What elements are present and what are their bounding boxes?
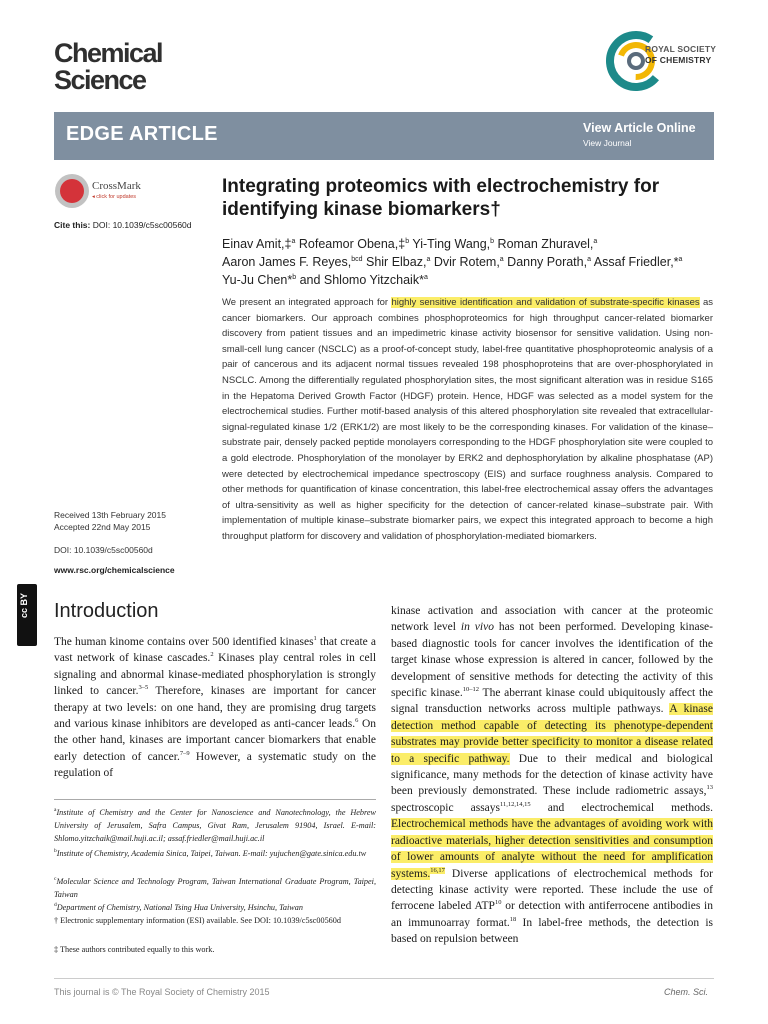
author-name: Rofeamor Obena,‡ [295, 237, 406, 251]
cite-this [54, 220, 192, 230]
body-text: Therefore, kinases are important for cancer therapy at two levels: on one hand, they are promising drug targets and various kinase inhibitors are developed as anti-cancer leads. [54, 685, 376, 731]
author-affiliation: a [291, 238, 296, 245]
citation-ref[interactable]: 1 [313, 635, 317, 642]
body-text: The aberrant kinase could ubiquitously affect the signal transduction networks across multiple pathways. [391, 687, 714, 716]
abstract-text-rest: as cancer biomarkers. Our approach combines phosphoproteomics for high throughput cancer-related biomarker discovery from patient tissues and an impedimetric kinase activity biosensor for sensitive validation. Using non-small-cell lung cancer (NSCLC) as a proof-of-concept study, label-free quantitative phosphoproteomic analysis of a pair of cancerous and its adjacent normal tissues revealed 198 phosphoproteins that are over-phosphorylated in NSCLC. Among the differentially regulated phosphorylation sites, the most significant alteration was in residue S165 in the Hepatoma Derived Growth Factor (HDGF) protein. Hence, HDGF was selected as a model system for the electrochemical studies. Further motif-based analysis of this altered phosphorylation site revealed that extracellular-signal-regulated kinase 1/2 (ERK1/2) are most likely to be the corresponding kinases. For validation of the kinase–substrate pair, densely packed peptide monolayers corresponding to the HDGF phosphorylation site were coupled to a gold electrode. Phosphorylation of the monolayer by ERK2 and dephosphorylation by alkaline phosphatase (AP) were detected by electrochemical impedance spectroscopy (EIS) and surface roughness analysis. Compared to other methods for quantification of kinase concentration, this label-free electrochemical assay offers the advantages of ultra-sensitivity as well as higher specificity for the detection of cancer-related kinase–substrate pair. With implementation of multiple kinase–substrate biomarker pairs, we expect this integrated approach to become a high throughput platform for discovery and validation of phosphorylation-mediated biomarkers. [222, 297, 714, 542]
citation-ref[interactable]: 10 [494, 899, 502, 907]
footer-copyright: This journal is © The Royal Society of Chemistry 2015 [54, 987, 270, 997]
received-date: Received 13th February 2015 [54, 510, 166, 520]
body-text: The human kinome contains over 500 identified kinases [54, 636, 314, 648]
author-affiliation: b [405, 238, 410, 245]
author-name: Roman Zhuravel, [494, 237, 594, 251]
citation-ref[interactable]: 10–12 [462, 686, 480, 694]
author-affiliation: a [678, 256, 683, 263]
author-affiliation: bcd [351, 256, 363, 263]
footnote-equal-contribution: ‡ These authors contributed equally to this work. [54, 945, 215, 954]
article-title: Integrating proteomics with electrochemistry for identifying kinase biomarkers† [222, 176, 660, 220]
crossmark-label[interactable]: CrossMark [92, 180, 141, 192]
body-text: On the other hand, kinases are important cancer biomarkers that enable early detection of cancer. [54, 718, 377, 763]
author-name: Assaf Friedler,* [591, 255, 679, 269]
citation-ref[interactable]: 18 [509, 915, 517, 923]
author-list [222, 234, 712, 288]
body-text: spectroscopic assays [391, 801, 501, 814]
body-text: or detection with antiferrocene antibodies in an immunoarray format. [391, 900, 713, 929]
accepted-date: Accepted 22nd May 2015 [54, 522, 151, 532]
citation-ref[interactable]: 3–5 [138, 684, 149, 692]
body-text: kinase activation and association with cancer at the proteomic network level [391, 605, 713, 634]
footnote-mark: d [54, 902, 57, 908]
citation-ref[interactable]: 11,12,14,15 [500, 800, 531, 808]
cite-doi[interactable]: DOI: 10.1039/c5sc00560d [92, 220, 192, 230]
citation-ref[interactable]: 2 [210, 651, 214, 659]
article-doi[interactable]: DOI: 10.1039/c5sc00560d [54, 545, 153, 555]
rsc-logo-text [645, 44, 716, 66]
intro-paragraph-continued [391, 603, 713, 948]
body-text: Due to their medical and biological significance, many methods for the detection of kinase activity have been previously demonstrated. These include radiometric assays, [391, 752, 713, 798]
footnote-affiliation-a [54, 806, 376, 845]
crossmark-sub: ◂ click for updates [92, 194, 137, 200]
author-line-2 [222, 252, 712, 270]
body-text: In label-free methods, the detection is based on repulsion between [391, 916, 713, 946]
rsc-logo-line2: OF CHEMISTRY [645, 55, 712, 65]
footnote-affiliation-b [54, 847, 376, 860]
footnote-affiliation-c [54, 875, 376, 901]
citation-ref[interactable]: 13 [706, 784, 713, 792]
footnote-mark: c [54, 876, 57, 882]
footnote-divider [54, 799, 376, 800]
author-affiliation: b [490, 238, 495, 245]
body-text-italic: in vivo [460, 621, 494, 634]
author-line-3 [222, 270, 712, 288]
body-text: that create a vast network of kinase cascades. [54, 636, 376, 665]
author-name: Einav Amit,‡ [222, 237, 292, 251]
author-name: Dvir Rotem, [430, 255, 500, 269]
footnote-text: Institute of Chemistry, Academia Sinica, Taipei, Taiwan. E-mail: yujuchen@gate.sinica.edu.tw [56, 849, 367, 858]
footer-divider [54, 978, 714, 979]
abstract-highlight: highly sensitive identification and validation of substrate-specific kinases [391, 297, 700, 308]
crossmark-sub-text: click for updates [96, 194, 137, 200]
view-journal-link[interactable]: View Journal [583, 138, 632, 148]
author-affiliation: a [587, 256, 591, 263]
rsc-logo-line1: ROYAL SOCIETY [645, 44, 717, 54]
citation-ref[interactable]: 6 [355, 717, 359, 725]
journal-title-line2: Science [54, 65, 146, 95]
journal-title [54, 40, 162, 94]
intro-paragraph [54, 634, 376, 782]
highlighted-text: Electrochemical methods have the advantages of avoiding work with radioactive materials, higher detection sensitivities and consumption of lower amounts of analyte without the need for amplification systems. [391, 818, 713, 880]
footnote-text: Department of Chemistry, National Tsing Hua University, Hsinchu, Taiwan [56, 903, 303, 912]
intro-column-left [54, 634, 376, 782]
author-name: Yi-Ting Wang, [409, 237, 491, 251]
author-line-1 [222, 234, 712, 252]
highlighted-text: A kinase detection method capable of detecting its phenotype-dependent substrates may provide better specificity to monitor a disease related to a specific pathway. [391, 703, 713, 765]
footnote-mark: b [54, 848, 57, 854]
cc-license-label: cc BY [19, 593, 29, 619]
journal-title-line1: Chemical [54, 38, 163, 68]
author-name: Shir Elbaz, [362, 255, 427, 269]
footnote-esi[interactable]: † Electronic supplementary information (ESI) available. See DOI: 10.1039/c5sc00560d [54, 916, 341, 925]
body-text: has not been performed. Developing kinase-based diagnostic tools for cancer involves the identification of the target kinase whose expression is altered in cancer, followed by the development of sensitive methods for detecting the activity of this specific kinase. [391, 621, 713, 700]
citation-ref[interactable]: 7–9 [179, 749, 190, 757]
author-name: Danny Porath, [503, 255, 588, 269]
footnote-text: Molecular Science and Technology Program, Taiwan International Graduate Program, Taipei, Taiwan [54, 877, 376, 899]
cite-label: Cite this: [54, 220, 91, 230]
footnote-affiliation-d [54, 901, 376, 914]
section-heading-introduction: Introduction [54, 600, 159, 622]
author-name: and Shlomo Yitzchaik* [296, 273, 424, 287]
intro-column-right [391, 603, 713, 948]
abstract [222, 295, 713, 545]
author-name: Aaron James F. Reyes, [222, 255, 352, 269]
body-text: Kinases play central roles in cell signaling and abnormal kinase-mediated phosphorylation is strongly linked to cancer. [54, 652, 377, 698]
crossmark-inner-icon [60, 179, 84, 203]
body-text: Diverse applications of electrochemical methods for detecting kinase activity were reported. These include the use of ferrocene labeled ATP [391, 867, 713, 913]
author-affiliation: b [292, 274, 297, 281]
body-text: and electrochemical methods. [530, 801, 713, 814]
footnote-text: Institute of Chemistry and the Center for Nanoscience and Nanotechnology, the Hebrew University of Jerusalem, Safra Campus, Givat Ram, Jerusalem 91904, Israel. E-mail: Shlomo.yitzchaik@mail.huji.ac.il; assaf.friedler@mail.huji.ac.il [54, 808, 376, 843]
author-name: Yu-Ju Chen* [222, 273, 293, 287]
author-affiliation: a [593, 238, 598, 245]
view-article-online-link[interactable]: View Article Online [583, 121, 696, 135]
article-type-label: EDGE ARTICLE [66, 123, 218, 145]
author-affiliation: a [499, 256, 504, 263]
author-affiliation: a [423, 274, 428, 281]
footer-journal-abbrev: Chem. Sci. [664, 987, 709, 997]
journal-website-link[interactable]: www.rsc.org/chemicalscience [54, 565, 175, 575]
abstract-text-start: We present an integrated approach for [222, 297, 392, 308]
author-affiliation: a [426, 256, 431, 263]
body-text: However, a systematic study on the regulation of [54, 750, 376, 780]
footnote-mark: a [54, 807, 57, 813]
citation-ref[interactable]: 16,17 [430, 866, 445, 874]
